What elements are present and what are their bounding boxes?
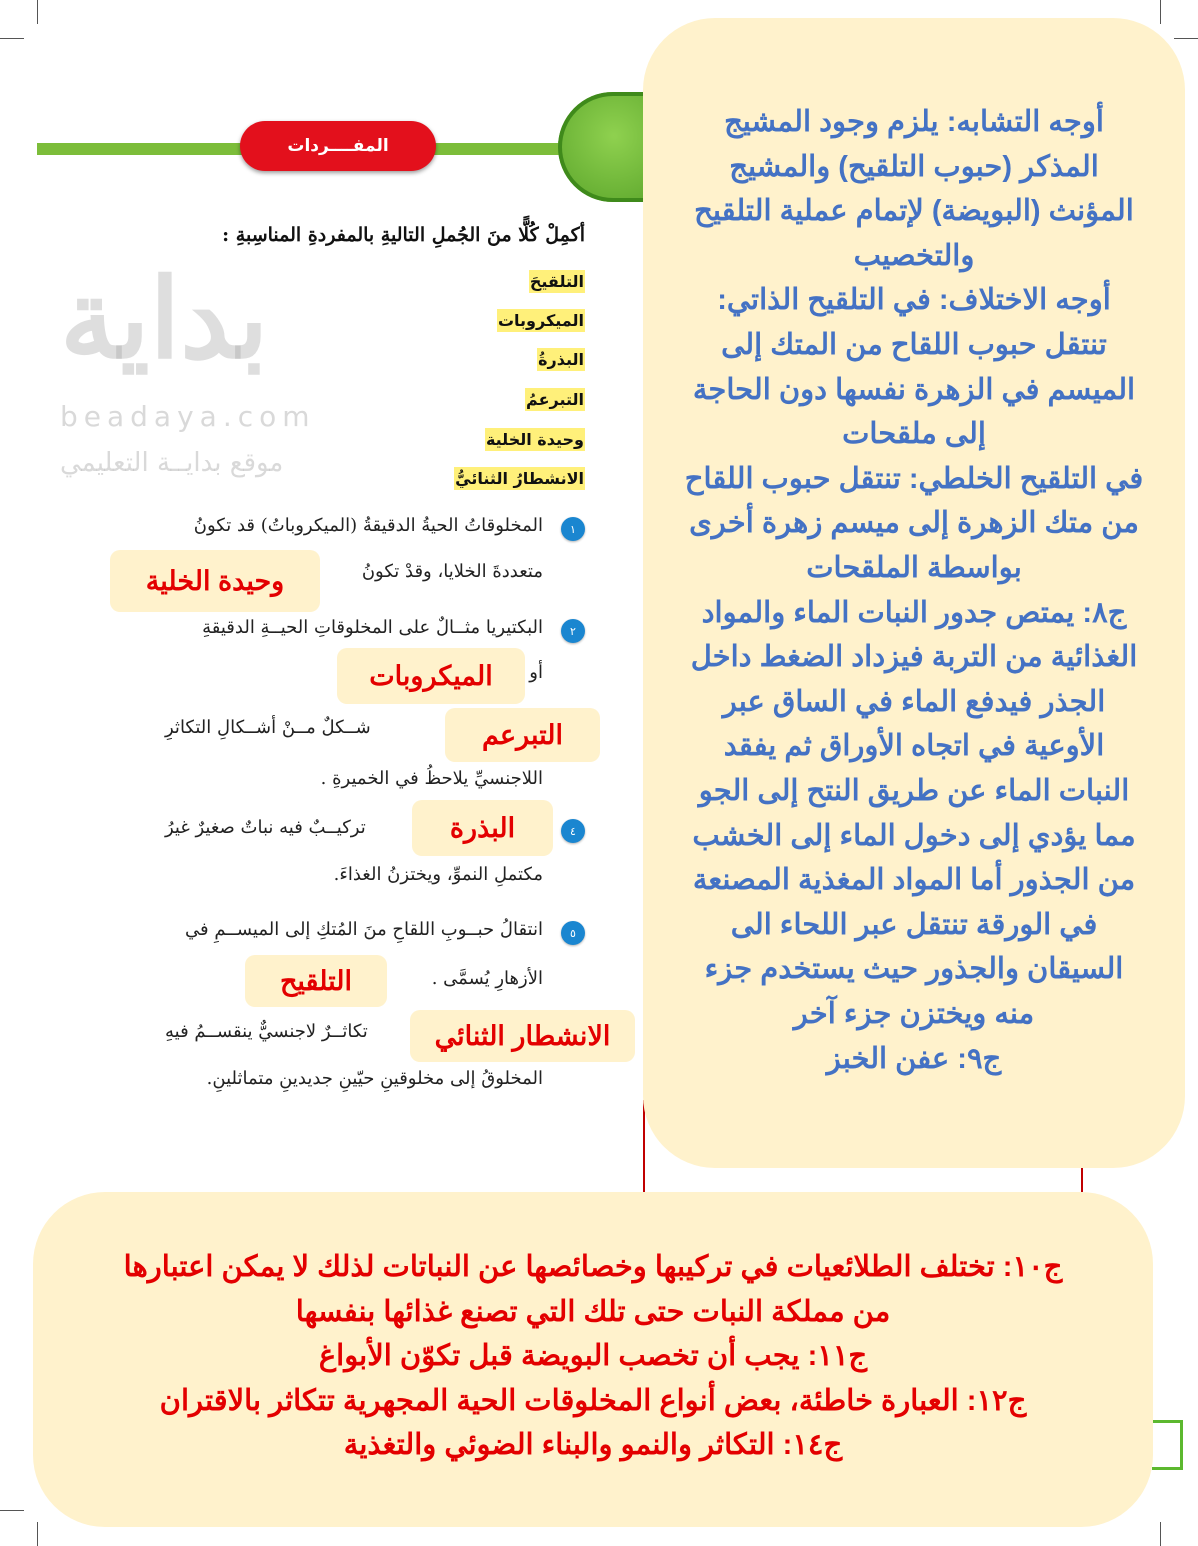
question-text: البكتيريا مثــالٌ على المخلوقاتِ الحيــةِ الدقيقةِ xyxy=(202,617,543,638)
crop-mark xyxy=(37,0,38,24)
answer-line: والتخصيب xyxy=(853,239,975,272)
question-text: أو xyxy=(529,662,543,683)
vocab-word: التبرعمُ xyxy=(526,390,584,409)
question-text: متعددةَ الخلايا، وقدْ تكونُ xyxy=(361,561,543,582)
answer-box: التبرعم xyxy=(445,708,600,762)
crop-mark xyxy=(1160,0,1161,24)
answer-line: بواسطة الملقحات xyxy=(806,552,1022,584)
question-number: ٤ xyxy=(561,819,585,843)
question-number: ٢ xyxy=(561,619,585,643)
vocab-word: وحيدة الخلية xyxy=(485,430,584,449)
answer-line: ج١١: يجب أن تخصب البويضة قبل تكوّن الأبواغ xyxy=(318,1340,868,1372)
answer-line: إلى ملقحات xyxy=(842,418,986,451)
answer-line: من الجذور أما المواد المغذية المصنعة xyxy=(692,864,1136,897)
question-number: ٥ xyxy=(561,921,585,945)
answer-line: في الورقة تنتقل عبر اللحاء الى xyxy=(730,908,1098,941)
answer-box: الانشطار الثنائي xyxy=(410,1010,635,1062)
answer-box: الميكروبات xyxy=(337,648,525,704)
answer-line: ج٨: يمتص جدور النبات الماء والمواد xyxy=(701,596,1127,629)
vocab-word: الميكروبات xyxy=(497,311,584,330)
question-text: تركيــبٌ فيه نباتٌ صغيرٌ غيرُ xyxy=(165,817,366,838)
question-text: تكاثــرٌ لاجنسيٌّ ينقســمُ فيهِ xyxy=(165,1021,368,1042)
vocab-word: التلقيحَ xyxy=(529,272,584,291)
answer-line: من مملكة النبات حتى تلك التي تصنع غذائها بنفسها xyxy=(295,1295,891,1328)
watermark-arabic: موقع بدايــة التعليمي xyxy=(60,448,284,478)
crop-mark xyxy=(0,38,24,39)
question-text: مكتملِ النموِّ، ويختزنُ الغذاءَ. xyxy=(333,864,543,885)
answer-line: ج١٢: العبارة خاطئة، بعض أنواع المخلوقات الحية المجهرية تتكاثر بالاقتران xyxy=(159,1384,1027,1417)
answer-box: وحيدة الخلية xyxy=(110,550,320,612)
watermark-site: beadaya.com xyxy=(60,400,316,433)
answer-line: المؤنث (البويضة) لإتمام عملية التلقيح xyxy=(694,195,1134,228)
crop-mark xyxy=(0,1510,24,1511)
answer-line: المذكر (حبوب التلقيح) والمشيج xyxy=(729,150,1099,183)
answer-line: النبات الماء عن طريق النتح إلى الجو xyxy=(698,775,1130,807)
answer-line: أوجه الاختلاف: في التلقيح الذاتي: xyxy=(717,284,1111,317)
crop-mark xyxy=(1174,38,1198,39)
section-label: المفــــردات xyxy=(240,121,436,171)
exercise-instruction: أكمِلْ كُلًّا منَ الجُملِ التاليةِ بالمفردةِ المناسِبةِ : xyxy=(222,224,585,246)
answer-line: منه ويختزن جزء آخر xyxy=(793,998,1035,1030)
answer-line: أوجه التشابه: يلزم وجود المشيج xyxy=(724,106,1104,138)
question-text: المخلوقُ إلى مخلوقينِ حيّينِ جديدينِ متماثلينِ. xyxy=(206,1068,543,1089)
crop-mark xyxy=(1160,1522,1161,1546)
answer-line: الغذائية من التربة فيزداد الضغط داخل xyxy=(690,641,1138,674)
question-text: المخلوقاتُ الحيةُ الدقيقةُ (الميكروباتُ) قد تكونُ xyxy=(193,515,543,536)
question-text: شــكلٌ مــنْ أشــكالِ التكاثرِ xyxy=(165,717,371,738)
page-corner-box xyxy=(1152,1420,1183,1470)
answer-line: الأوعية في اتجاه الأوراق ثم يفقد xyxy=(723,730,1105,763)
answer-line: الجذر فيدفع الماء في الساق عبر xyxy=(722,685,1106,718)
answer-line: ج١٠: تختلف الطلائعيات في تركيبها وخصائصها عن النباتات لذلك لا يمكن اعتبارها xyxy=(123,1251,1063,1283)
answer-line: مما يؤدي إلى دخول الماء إلى الخشب xyxy=(692,819,1136,852)
crop-mark xyxy=(37,1522,38,1546)
answer-line: من متك الزهرة إلى ميسم زهرة أخرى xyxy=(689,507,1139,540)
answer-line: ج١٤: التكاثر والنمو والبناء الضوئي والتغذية xyxy=(343,1429,843,1461)
answer-box: التلقيح xyxy=(245,955,387,1007)
question-number: ١ xyxy=(561,517,585,541)
watermark-logo: بداية xyxy=(60,258,269,381)
question-text: اللاجنسيِّ يلاحظُ في الخميرةِ . xyxy=(320,768,543,789)
answer-line: في التلقيح الخلطي: تنتقل حبوب اللقاح xyxy=(684,462,1144,495)
vocab-word: الانشطارُ الثنائيُّ xyxy=(455,469,584,488)
answer-line: تنتقل حبوب اللقاح من المتك إلى xyxy=(721,329,1107,361)
answer-line: ج٩: عفن الخبز xyxy=(826,1042,1002,1075)
answer-line: السيقان والجذور حيث يستخدم جزء xyxy=(704,953,1124,986)
question-text: الأزهارِ يُسمَّى . xyxy=(431,968,543,989)
answer-line: الميسم في الزهرة نفسها دون الحاجة xyxy=(692,373,1136,406)
question-text: انتقالُ حبــوبِ اللقاحِ منَ المُتكِ إلى الميســمِ في xyxy=(184,919,543,940)
vocab-word: البذرةُ xyxy=(538,350,584,369)
answer-box: البذرة xyxy=(412,800,553,856)
